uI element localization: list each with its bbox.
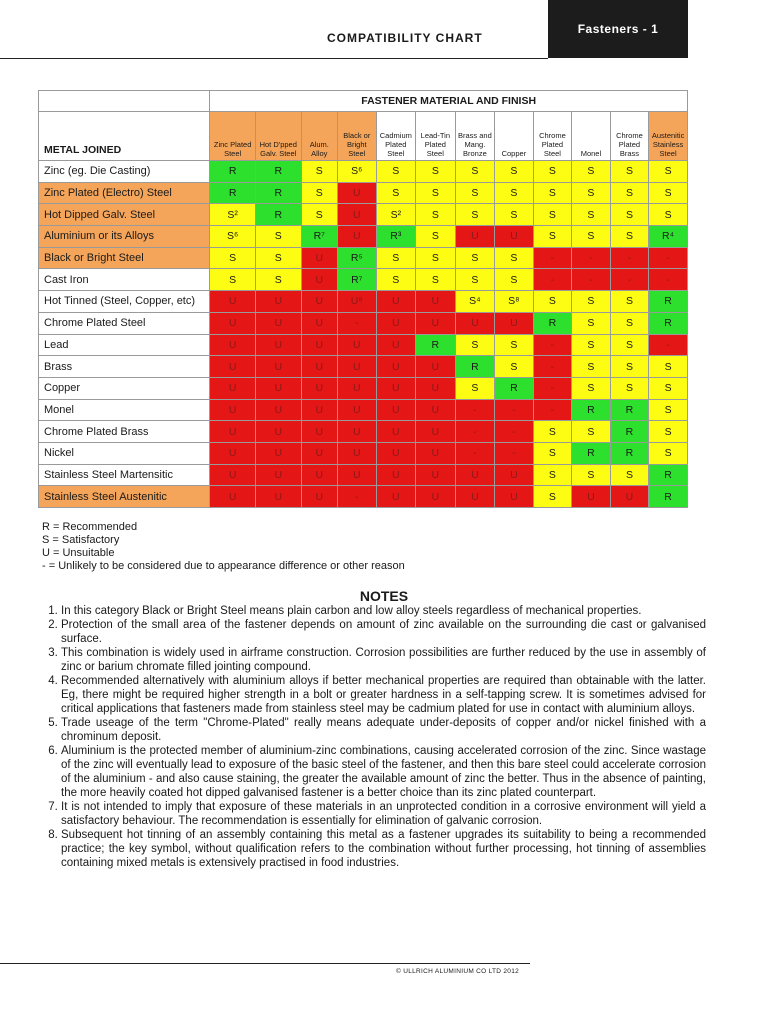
group-heading: FASTENER MATERIAL AND FINISH [210,91,688,112]
rating-cell: S [455,377,495,399]
row-label: Copper [39,377,210,399]
rating-cell: S [610,291,649,313]
rating-cell: S [533,204,572,226]
rating-cell: U [416,291,456,313]
note-item: 8. Subsequent hot tinning of an assembly containing this metal as a fastener upgrades its suitability to being a recommended practice; the key symbol, without qualification refers to the combination without further processing, hot tinning of assemblies containing mixed metals is extensively practised in food industries. [61,828,706,870]
legend-item: - = Unlikely to be considered due to appearance difference or other reason [42,560,405,572]
rating-cell: U [301,269,337,291]
table-row [39,161,688,183]
rating-cell: - [495,442,534,464]
rating-cell: U [376,442,416,464]
rating-cell: S [455,247,495,269]
rating-cell: S [533,442,572,464]
row-label: Zinc (eg. Die Casting) [39,161,210,183]
rating-cell: S [533,182,572,204]
rating-cell: - [455,399,495,421]
page-title: COMPATIBILITY CHART [327,31,483,45]
row-heading: METAL JOINED [39,112,210,161]
rating-cell: S [610,182,649,204]
rating-cell: R [649,464,688,486]
rating-cell: S [533,161,572,183]
rating-cell: S [649,442,688,464]
column-header: Chrome Plated Brass [610,112,649,161]
rating-cell: S [572,464,611,486]
column-header: Austenitic Stainless Steel [649,112,688,161]
rating-cell: U [376,377,416,399]
rating-cell: U [301,356,337,378]
rating-cell: S [649,182,688,204]
rating-cell: R⁷ [338,269,377,291]
column-header: Copper [495,112,534,161]
rating-cell: U [255,421,301,443]
table-row [39,269,688,291]
rating-cell: U [416,464,456,486]
rating-cell: S [301,204,337,226]
rating-cell: U [495,464,534,486]
rating-cell: R [255,182,301,204]
rating-cell: U [255,334,301,356]
rating-cell: S [572,421,611,443]
rating-cell: - [610,269,649,291]
rating-cell: U [376,334,416,356]
note-item: 5. Trade useage of the term "Chrome-Plated" really means adequate under-deposits of copper and/or nickel finished with a chrominum deposit. [61,716,706,744]
rating-cell: S [495,247,534,269]
rating-cell: S [572,226,611,248]
note-item: 7. It is not intended to imply that exposure of these materials in an unprotected condition in a corrosive environment will yield a satisfactory behaviour. The recommendation is essentially for elimination of galvanic corrosion. [61,800,706,828]
rating-cell: U [376,421,416,443]
rating-cell: S [495,334,534,356]
note-item: 2. Protection of the small area of the fastener depends on amount of zinc available on the surrounding die cast or galvanised surface. [61,618,706,646]
rating-cell: S [649,204,688,226]
rating-cell: S [610,334,649,356]
note-item: 1. In this category Black or Bright Steel means plain carbon and low alloy steels regardless of mechanical properties. [61,604,706,618]
rating-cell: R [649,486,688,508]
table-row [39,291,688,313]
rating-cell: U [610,486,649,508]
rating-cell: S [376,182,416,204]
rating-cell: - [649,247,688,269]
rating-cell: R⁴ [649,226,688,248]
rating-cell: U [376,356,416,378]
rating-cell: U [301,486,337,508]
row-label: Zinc Plated (Electro) Steel [39,182,210,204]
column-header: Monel [572,112,611,161]
rating-cell: U [376,312,416,334]
rating-cell: R [255,204,301,226]
rating-cell: U [338,421,377,443]
table-row [39,356,688,378]
rating-cell: U [210,356,256,378]
rating-cell: S [495,182,534,204]
rating-cell: R [455,356,495,378]
rating-cell: U [255,442,301,464]
rating-cell: S [610,356,649,378]
rating-cell: U [210,421,256,443]
rating-cell: U [455,226,495,248]
rating-cell: S [455,182,495,204]
rating-cell: - [533,269,572,291]
rating-cell: S⁶ [210,226,256,248]
rating-cell: - [495,421,534,443]
rating-cell: U [338,204,377,226]
row-label: Lead [39,334,210,356]
column-header: Black or Bright Steel [338,112,377,161]
rating-cell: S [495,204,534,226]
table-row [39,334,688,356]
rating-cell: U [338,377,377,399]
rating-cell: S [416,161,456,183]
row-label: Monel [39,399,210,421]
rating-cell: U [376,486,416,508]
rating-cell: U [495,226,534,248]
rating-cell: S [210,269,256,291]
rating-cell: U [376,291,416,313]
rating-cell: U [338,464,377,486]
column-header: Cadmium Plated Steel [376,112,416,161]
table-row [39,312,688,334]
notes-list [39,604,706,870]
row-label: Hot Tinned (Steel, Copper, etc) [39,291,210,313]
table-row [39,226,688,248]
rating-cell: - [533,247,572,269]
rating-cell: S [572,291,611,313]
rating-cell: - [455,421,495,443]
rating-cell: S [649,399,688,421]
rating-cell: U [210,464,256,486]
rating-cell: - [649,269,688,291]
column-header: Zinc Plated Steel [210,112,256,161]
rating-cell: S [416,269,456,291]
rating-cell: - [572,247,611,269]
rating-cell: - [533,356,572,378]
rating-cell: S⁴ [455,291,495,313]
rating-cell: S [572,204,611,226]
rating-cell: U [455,312,495,334]
row-label: Chrome Plated Steel [39,312,210,334]
rating-cell: U [338,356,377,378]
rating-cell: - [455,442,495,464]
rating-cell: S [495,356,534,378]
rating-cell: U [416,442,456,464]
rating-cell: S [210,247,256,269]
rating-cell: - [610,247,649,269]
note-item: 3. This combination is widely used in airframe construction. Corrosion possibilities are further reduced by the use in assembly of zinc or barium chromate filled jointing compound. [61,646,706,674]
rating-cell: S [610,226,649,248]
rating-cell: U [210,312,256,334]
rating-cell: U [210,442,256,464]
rating-cell: S [376,269,416,291]
rating-cell: S [301,161,337,183]
rating-cell: R³ [376,226,416,248]
rating-cell: S [572,356,611,378]
rating-cell: U [255,486,301,508]
rating-cell: U [255,312,301,334]
column-header: Chrome Plated Steel [533,112,572,161]
rating-cell: S [255,269,301,291]
rating-cell: S [610,204,649,226]
rating-cell: S [376,247,416,269]
rating-cell: S [455,161,495,183]
rating-cell: S⁸ [495,291,534,313]
rating-cell: S [572,182,611,204]
copyright: © ULLRICH ALUMINIUM CO LTD 2012 [396,968,520,975]
rating-cell: - [338,312,377,334]
legend [42,521,405,573]
note-item: 6. Aluminium is the protected member of aluminium-zinc combinations, causing accelerated corrosion of the zinc. Since wastage of the zinc will eventually lead to exposure of the basic steel of the fastener, and then this bare steel could accelerate corrosion of the aluminium - and also cause staining, the greater the available amount of zinc the better. Thus in the absence of painting, the more heavily coated hot dipped galvanised fastener is a better choice than its zinc plated counterpart. [61,744,706,800]
rating-cell: U [255,377,301,399]
rating-cell: U [338,182,377,204]
rating-cell: S [572,334,611,356]
row-label: Hot Dipped Galv. Steel [39,204,210,226]
rating-cell: S [533,291,572,313]
column-header: Alum. Alloy [301,112,337,161]
rating-cell: S [610,377,649,399]
rating-cell: U [301,334,337,356]
rating-cell: S [495,161,534,183]
rating-cell: R⁷ [301,226,337,248]
rating-cell: U [301,464,337,486]
table-row [39,486,688,508]
rating-cell: S [649,161,688,183]
compatibility-table [38,90,688,508]
rating-cell: S [416,226,456,248]
rating-cell: U [301,247,337,269]
rating-cell: S² [376,204,416,226]
table-corner [39,91,210,112]
table-row [39,182,688,204]
rating-cell: U [255,464,301,486]
rating-cell: S [649,421,688,443]
rating-cell: - [533,399,572,421]
rating-cell: S [255,247,301,269]
rating-cell: U [495,312,534,334]
rating-cell: U [416,399,456,421]
footer-divider [0,963,530,964]
rating-cell: U [338,442,377,464]
row-label: Brass [39,356,210,378]
section-tab: Fasteners - 1 [548,0,688,58]
rating-cell: R [572,442,611,464]
rating-cell: S [533,464,572,486]
rating-cell: U [338,334,377,356]
row-label: Aluminium or its Alloys [39,226,210,248]
rating-cell: U [338,399,377,421]
rating-cell: U⁸ [338,291,377,313]
rating-cell: U [572,486,611,508]
rating-cell: U [416,356,456,378]
rating-cell: S [495,269,534,291]
rating-cell: U [495,486,534,508]
rating-cell: R [210,161,256,183]
rating-cell: - [533,334,572,356]
rating-cell: U [338,226,377,248]
rating-cell: U [301,291,337,313]
rating-cell: S [533,226,572,248]
rating-cell: R⁵ [338,247,377,269]
rating-cell: S⁶ [338,161,377,183]
rating-cell: U [301,312,337,334]
rating-cell: R [533,312,572,334]
rating-cell: U [416,486,456,508]
rating-cell: U [255,399,301,421]
rating-cell: S [455,269,495,291]
rating-cell: U [416,312,456,334]
rating-cell: U [210,334,256,356]
row-label: Chrome Plated Brass [39,421,210,443]
rating-cell: S [455,204,495,226]
rating-cell: S [255,226,301,248]
rating-cell: S [533,421,572,443]
rating-cell: S² [210,204,256,226]
rating-cell: S [572,377,611,399]
rating-cell: - [572,269,611,291]
rating-cell: U [301,442,337,464]
table-row [39,204,688,226]
row-label: Cast Iron [39,269,210,291]
header-divider [0,58,548,59]
rating-cell: U [255,356,301,378]
rating-cell: R [649,312,688,334]
row-label: Nickel [39,442,210,464]
rating-cell: R [255,161,301,183]
rating-cell: U [210,486,256,508]
column-header: Hot D'pped Galv. Steel [255,112,301,161]
rating-cell: U [416,421,456,443]
rating-cell: S [416,247,456,269]
rating-cell: S [610,312,649,334]
rating-cell: S [572,312,611,334]
legend-item: R = Recommended [42,521,138,533]
rating-cell: U [455,486,495,508]
notes-title: NOTES [359,588,409,604]
table-row [39,464,688,486]
rating-cell: R [649,291,688,313]
rating-cell: S [301,182,337,204]
rating-cell: U [255,291,301,313]
rating-cell: - [533,377,572,399]
rating-cell: - [649,334,688,356]
rating-cell: S [610,464,649,486]
row-label: Stainless Steel Martensitic [39,464,210,486]
rating-cell: R [610,399,649,421]
table-row [39,421,688,443]
rating-cell: S [416,204,456,226]
rating-cell: R [572,399,611,421]
rating-cell: U [210,291,256,313]
table-row [39,442,688,464]
rating-cell: S [649,377,688,399]
rating-cell: R [210,182,256,204]
column-header: Brass and Mang. Bronze [455,112,495,161]
rating-cell: R [416,334,456,356]
note-item: 4. Recommended alternatively with aluminium alloys if better mechanical properties are required than obtainable with the latter. Eg, there might be required higher strength in a bolt or greater hardness in a self-tapping screw. It is sometimes advised for critical applications that fasteners made from stainless steel may be cadmium plated for use in contact with aluminium alloys. [61,674,706,716]
rating-cell: S [572,161,611,183]
rating-cell: S [610,161,649,183]
rating-cell: - [338,486,377,508]
table-row [39,247,688,269]
rating-cell: U [301,421,337,443]
legend-item: S = Satisfactory [42,534,120,546]
rating-cell: U [376,399,416,421]
rating-cell: U [301,399,337,421]
legend-item: U = Unsuitable [42,547,115,559]
rating-cell: R [610,421,649,443]
row-label: Black or Bright Steel [39,247,210,269]
table-row [39,377,688,399]
rating-cell: R [495,377,534,399]
rating-cell: S [649,356,688,378]
rating-cell: S [533,486,572,508]
rating-cell: U [301,377,337,399]
rating-cell: S [416,182,456,204]
rating-cell: U [376,464,416,486]
column-header: Lead-Tin Plated Steel [416,112,456,161]
rating-cell: U [210,377,256,399]
table-row [39,399,688,421]
rating-cell: U [416,377,456,399]
rating-cell: - [495,399,534,421]
rating-cell: R [610,442,649,464]
row-label: Stainless Steel Austenitic [39,486,210,508]
rating-cell: U [455,464,495,486]
rating-cell: S [455,334,495,356]
rating-cell: S [376,161,416,183]
rating-cell: U [210,399,256,421]
